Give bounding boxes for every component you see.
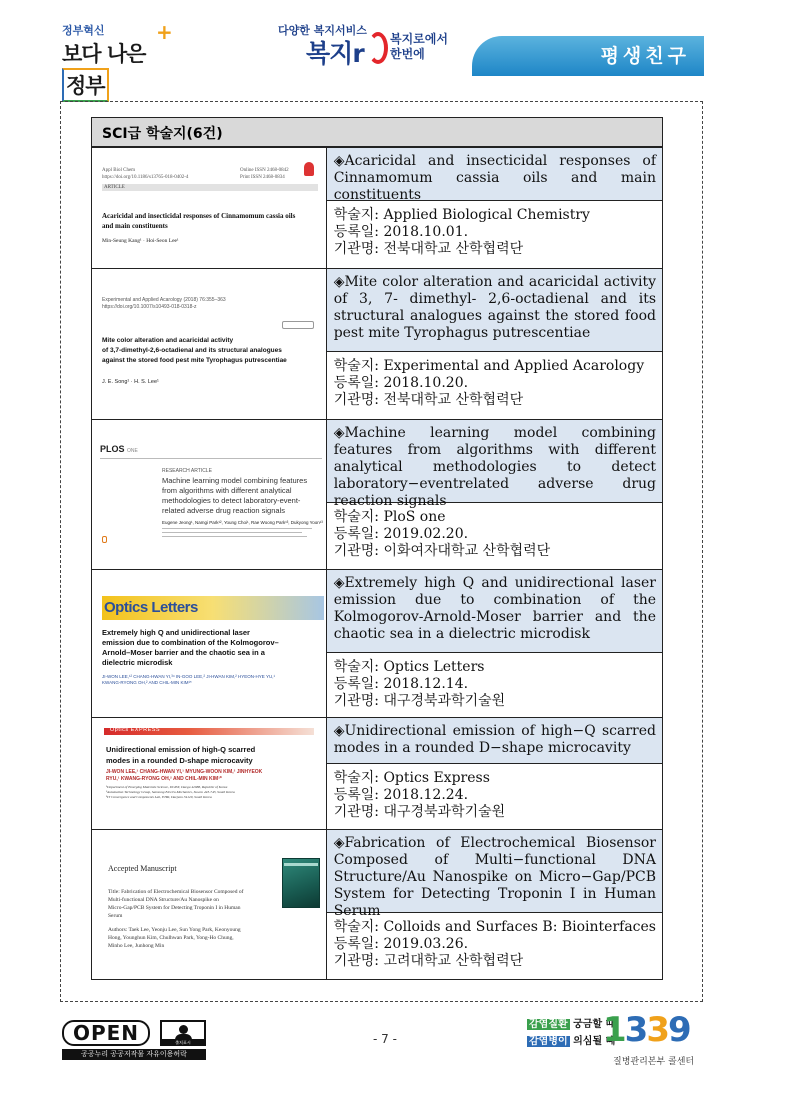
thumb-doi-line: https://doi.org/10.1186/s13765-018-0402-4 — [102, 175, 189, 180]
person-head — [179, 1025, 188, 1034]
thumb-authors-1: JI-WON LEE,¹² CHANG-HWAN YI,³⁴ IN-GOO LEE,² JI-HWAN KIM,² HYEON-HYE YU,¹ — [102, 674, 275, 679]
thumb-heading-2: of 3,7-dimethyl-2,6-octadienal and its structural analogues — [102, 347, 282, 354]
paper-info — [326, 269, 662, 420]
callcenter-tag-2-highlight: 감염병이 — [529, 1036, 568, 1047]
paper-row — [92, 148, 663, 269]
paper-date-line — [334, 787, 656, 804]
thumb-heading-1: Unidirectional emission of high-Q scarred — [106, 745, 256, 754]
label-date: 등록일: — [333, 787, 379, 803]
paper-org: 대구경북과학기술원 — [383, 693, 506, 709]
thumb-rule — [100, 458, 322, 459]
paper-org-line — [334, 804, 656, 821]
paper-info — [326, 718, 662, 830]
thumb-applied-biol-chem — [92, 148, 326, 268]
open-label: OPEN — [62, 1020, 150, 1046]
label-org: 기관명: — [333, 804, 379, 820]
gov-logo-big-2: 정부 — [62, 68, 109, 102]
bokjiro-tagline: 다양한 복지서비스 — [278, 24, 367, 37]
thumb-issn-online: Online ISSN 2468-0842 — [240, 168, 289, 173]
paper-row — [92, 420, 663, 570]
paper-info — [326, 830, 662, 980]
section-title-bar — [91, 117, 663, 147]
callcenter-digit: 3 — [646, 1010, 669, 1050]
journal-cover-band — [284, 863, 318, 866]
bokjiro-swirl-icon — [368, 32, 388, 64]
plos-logo — [100, 444, 138, 454]
thumb-heading-4: related adverse drug reaction signals — [162, 506, 285, 515]
crossmark-icon — [304, 162, 314, 176]
paper-row — [92, 269, 663, 420]
label-org: 기관명: — [333, 953, 379, 969]
paper-title: ◈Machine learning model combining features from algorithms with different analytical methodologies to detect laboratory−eventrelated adverse drug reaction signals — [327, 420, 662, 502]
thumb-title-2: Multi-functional DNA Structure/Au Nanospike on — [108, 897, 219, 903]
paper-meta — [327, 351, 662, 413]
thumb-journal-line: Appl Biol Chem — [102, 168, 136, 173]
callcenter-tag-1-highlight: 감염질환 — [529, 1019, 568, 1030]
thumb-affil-3: ³IT Convergence and Components Lab, ETRI, Daejeon 34129, South Korea — [106, 795, 212, 799]
label-journal: 학술지: — [333, 919, 379, 935]
bokjiro-brand-suffix: r — [352, 39, 364, 68]
thumb-article-kind: RESEARCH ARTICLE — [162, 468, 212, 474]
callcenter-digit: 3 — [624, 1010, 647, 1050]
callcenter-caption: 질병관리본부 콜센터 — [613, 1057, 695, 1067]
thumb-title-block — [108, 888, 243, 920]
thumb-affil-line — [162, 532, 302, 533]
paper-journal-line — [334, 207, 656, 224]
paper-org: 고려대학교 산학협력단 — [383, 953, 524, 969]
paper-date: 2018.12.14. — [383, 676, 469, 692]
bokjiro-slogan-1: 복지로에서 — [390, 32, 448, 46]
thumb-colloids-surfaces — [92, 830, 326, 979]
callcenter-tag-1 — [527, 1015, 615, 1030]
paper-org-line — [334, 241, 656, 258]
thumb-affil-line — [162, 528, 312, 529]
gov-logo-big-1: 보다 나은 — [62, 42, 146, 66]
label-date: 등록일: — [333, 936, 379, 952]
paper-title: ◈Unidirectional emission of high−Q scarred modes in a rounded D−shape microcavity — [327, 718, 662, 763]
paper-org-line — [334, 392, 656, 409]
paper-journal-line — [334, 509, 656, 526]
paper-date-line — [334, 676, 656, 693]
paper-journal-line — [334, 770, 656, 787]
paper-date-line — [334, 224, 656, 241]
papers-table — [91, 147, 663, 980]
thumb-heading-1: Mite color alteration and acaricidal activity — [102, 337, 234, 344]
paper-meta — [327, 652, 662, 714]
thumb-plos-one — [92, 420, 326, 569]
label-date: 등록일: — [333, 224, 379, 240]
thumb-authors: J. E. Song¹ · H. S. Lee¹ — [102, 379, 159, 385]
callcenter-digit: 1 — [603, 1010, 625, 1050]
paper-org: 전북대학교 산학협력단 — [383, 241, 524, 257]
paper-title: ◈Mite color alteration and acaricidal activity of 3, 7- dimethyl- 2,6-octadienal and its structural analogues against the stored food pest mite Tyrophagus putrescentiae — [327, 269, 662, 351]
thumb-heading-3: methodologies to detect laboratory-event- — [162, 496, 301, 505]
paper-thumbnail — [92, 570, 327, 718]
attribution-person-icon — [160, 1020, 206, 1046]
paper-date: 2018.12.24. — [383, 787, 469, 803]
bokjiro-slogan — [390, 32, 448, 62]
thumb-heading-3: Arnold–Moser barrier and the chaotic sea in a — [102, 648, 265, 657]
thumb-heading-1: Acaricidal and insecticidal responses of Cinnamomum cassia oils — [102, 212, 296, 220]
label-org: 기관명: — [333, 241, 379, 257]
paper-date-line — [334, 375, 656, 392]
callcenter-tag-2-rest: 의심될 때 — [573, 1036, 616, 1047]
paper-title: ◈Acaricidal and insecticidal responses of Cinnamomum cassia oils and main constituents — [327, 148, 662, 200]
paper-title: ◈Extremely high Q and unidirectional laser emission due to combination of the Kolmogorov-Arnold-Moser barrier and the chaotic sea in a dielectric microdisk — [327, 570, 662, 652]
page-number: - 7 - — [373, 1032, 397, 1046]
bokjiro-slogan-2: 한번에 — [390, 47, 425, 61]
label-date: 등록일: — [333, 375, 379, 391]
optics-letters-brand: Optics Letters — [104, 599, 198, 616]
paper-journal: Colloids and Surfaces B: Biointerfaces — [383, 919, 656, 935]
gov-innovation-logo — [62, 20, 173, 98]
thumb-journal-line: Experimental and Applied Acarology (2018) 76:355–363 — [102, 297, 226, 303]
callcenter-tag-1-rest: 궁금할 때 — [573, 1019, 616, 1030]
thumb-heading-1: Machine learning model combining features — [162, 476, 308, 485]
thumb-heading — [162, 476, 307, 516]
thumb-issn-print: Print ISSN 2468-0834 — [240, 175, 285, 180]
thumb-affil-2: ²Automation Technology Group, Samsung Electro-Mechanics, Suwon 443-743, South Korea — [106, 790, 235, 794]
thumb-heading-3: against the stored food pest mite Tyrophagus putrescentiae — [102, 357, 287, 364]
section-title: SCI급 학술지(6건) — [102, 126, 223, 142]
optics-express-brand: Optics EXPRESS — [110, 727, 161, 733]
paper-row — [92, 718, 663, 830]
plos-brand: PLOS — [100, 444, 125, 454]
paper-thumbnail — [92, 420, 327, 570]
paper-journal-line — [334, 919, 656, 936]
paper-org: 이화여자대학교 산학협력단 — [383, 543, 551, 559]
open-badge-text: 출처표시 — [175, 1040, 191, 1045]
gov-logo-big-text — [62, 38, 172, 102]
paper-meta — [327, 763, 662, 825]
thumb-authors-1: Authors: Taek Lee, Yeonju Lee, Sun Yong Park, Keonyoung — [108, 927, 241, 933]
thumb-heading-1: Extremely high Q and unidirectional laser — [102, 628, 250, 637]
open-license-strip: 공공누리 공공저작물 자유이용허락 — [62, 1049, 206, 1060]
thumb-authors-2: Hong, Younghun Kim, Chulhwan Park, Yong-Ho Chung, — [108, 935, 234, 941]
bokjiro-brand — [306, 34, 364, 70]
thumb-heading-2: modes in a rounded D-shape microcavity — [106, 756, 253, 765]
thumb-affil-line — [162, 536, 307, 537]
paper-thumbnail — [92, 830, 327, 980]
plus-icon: + — [156, 20, 173, 44]
kcdc-callcenter-logo — [527, 1010, 707, 1070]
thumb-authors-3: Minho Lee, Junhong Min — [108, 943, 165, 949]
label-journal: 학술지: — [333, 358, 379, 374]
thumb-title-3: Micro-Gap/PCB System for Detecting Troponin I in Human — [108, 905, 241, 911]
crossmark-icon — [282, 321, 314, 329]
label-org: 기관명: — [333, 543, 379, 559]
paper-title: ◈Fabrication of Electrochemical Biosensor Composed of Multi−functional DNA Structure/Au Nanospike on Micro−Gap/PCB System for Detecting Troponin I in Human Serum — [327, 830, 662, 912]
kogl-open-license-logo — [62, 1020, 212, 1062]
paper-date: 2018.10.01. — [383, 224, 469, 240]
paper-info — [326, 148, 662, 269]
paper-journal: PloS one — [383, 509, 446, 525]
label-journal: 학술지: — [333, 659, 379, 675]
paper-journal-line — [334, 358, 656, 375]
thumb-doi-line: https://doi.org/10.1007/s10493-018-0318-z — [102, 304, 197, 310]
page-header — [0, 0, 795, 98]
paper-info — [326, 420, 662, 570]
gov-logo-small-text: 정부혁신 — [62, 24, 105, 37]
label-journal: 학술지: — [333, 207, 379, 223]
paper-journal-line — [334, 659, 656, 676]
thumb-title-1: Title: Fabrication of Electrochemical Biosensor Composed of — [108, 889, 244, 895]
paper-info — [326, 570, 662, 718]
thumb-heading-2: and main constituents — [102, 222, 168, 230]
thumb-authors-2: KWANG-RYONG OH,² AND CHIL-MIN KIM¹* — [102, 680, 192, 685]
lifelong-friend-band — [472, 36, 704, 76]
thumb-exp-appl-acarology — [92, 269, 326, 419]
callcenter-tag-2 — [527, 1032, 615, 1047]
band-label: 평생친구 — [600, 45, 690, 67]
paper-org: 전북대학교 산학협력단 — [383, 392, 524, 408]
paper-thumbnail — [92, 148, 327, 269]
paper-row — [92, 830, 663, 980]
thumb-authors: Eugene Jeong¹, Namgi Park¹², Young Choi¹, Rae Woong Park¹³, Dukyong Yoon¹³ — [162, 520, 323, 525]
paper-date-line — [334, 936, 656, 953]
thumb-authors: Min-Seung Kang¹ · Hoi-Seon Lee¹ — [102, 238, 179, 244]
paper-journal: Optics Letters — [383, 659, 485, 675]
paper-thumbnail — [92, 269, 327, 420]
bokjiro-logo — [278, 22, 458, 68]
paper-journal: Optics Express — [383, 770, 490, 786]
label-date: 등록일: — [333, 526, 379, 542]
callcenter-number — [603, 1010, 690, 1050]
paper-date-line — [334, 526, 656, 543]
paper-journal: Applied Biological Chemistry — [383, 207, 590, 223]
thumb-authors-block — [108, 926, 241, 950]
paper-org-line — [334, 543, 656, 560]
paper-date: 2018.10.20. — [383, 375, 469, 391]
thumb-kind: Accepted Manuscript — [108, 864, 177, 873]
paper-row — [92, 570, 663, 718]
thumb-article-kind: ARTICLE — [104, 185, 125, 190]
label-journal: 학술지: — [333, 509, 379, 525]
thumb-heading — [102, 628, 279, 668]
paper-date: 2019.02.20. — [383, 526, 469, 542]
thumb-optics-letters — [92, 570, 326, 717]
label-date: 등록일: — [333, 676, 379, 692]
thumb-article-bar — [102, 184, 318, 191]
label-journal: 학술지: — [333, 770, 379, 786]
label-org: 기관명: — [333, 392, 379, 408]
thumb-affil-1: ¹Department of Emerging Materials Science, DGIST, Daegu 42988, Republic of Korea — [106, 785, 228, 789]
thumb-authors-1: JI-WON LEE,¹ CHANG-HWAN YI,¹ MYUNG-WOON KIM,² JINHYEOK — [106, 769, 263, 775]
label-org: 기관명: — [333, 693, 379, 709]
paper-org: 대구경북과학기술원 — [383, 804, 506, 820]
thumb-heading-4: dielectric microdisk — [102, 658, 173, 667]
open-access-icon — [102, 536, 107, 543]
paper-date: 2019.03.26. — [383, 936, 469, 952]
paper-meta — [327, 912, 662, 974]
paper-meta — [327, 502, 662, 564]
plos-brand-suffix: ONE — [127, 448, 138, 454]
thumb-title-4: Serum — [108, 913, 123, 919]
paper-meta — [327, 200, 662, 262]
paper-thumbnail — [92, 718, 327, 830]
paper-journal: Experimental and Applied Acarology — [383, 358, 645, 374]
paper-org-line — [334, 953, 656, 970]
thumb-authors-2: RYU,¹ KWANG-RYONG OH,² AND CHIL-MIN KIM¹* — [106, 776, 222, 782]
callcenter-digit: 9 — [668, 1010, 690, 1050]
thumb-heading-2: from algorithms with different analytical — [162, 486, 292, 495]
thumb-optics-express — [92, 718, 326, 829]
thumb-heading-2: emission due to combination of the Kolmogorov– — [102, 638, 279, 647]
paper-org-line — [334, 693, 656, 710]
bokjiro-brand-main: 복지 — [306, 39, 353, 68]
